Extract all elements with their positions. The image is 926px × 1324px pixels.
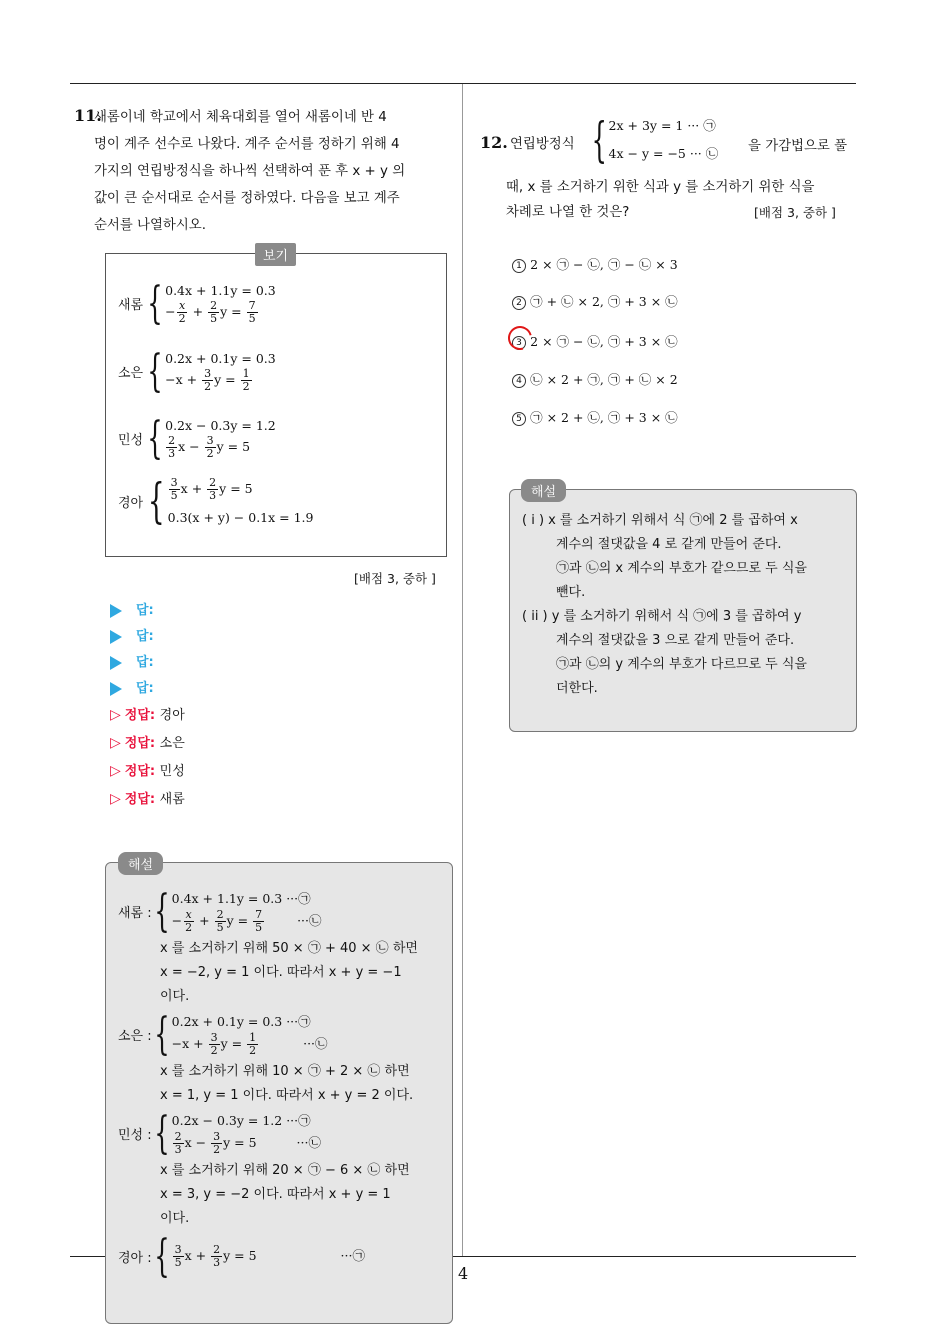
term: x − — [184, 1135, 207, 1150]
outline-triangle-icon: ▷ — [110, 735, 121, 751]
term: y = 5 — [216, 438, 251, 454]
sol-line: ㉠과 ㉡의 x 계수의 부호가 같으므로 두 식을 — [556, 561, 807, 576]
equation: 0.2x − 0.3y = 1.2 ···㉠ — [171, 1113, 311, 1128]
q12-line2: 때, x 를 소거하기 위한 식과 y 를 소거하기 위한 식을 — [506, 180, 815, 195]
fraction — [211, 1131, 222, 1156]
denominator: 5 — [248, 311, 256, 325]
label-tail: ···㉡ — [296, 1135, 321, 1150]
choice-number: 5 — [512, 412, 526, 426]
numerator: 2 — [168, 433, 176, 447]
top-rule — [70, 83, 856, 84]
choice-text: 2 × ㉠ − ㉡, ㉠ − ㉡ × 3 — [530, 257, 678, 272]
numerator: 7 — [255, 908, 263, 921]
system-name: 민성 — [118, 433, 144, 448]
outline-triangle-icon: ▷ — [110, 763, 121, 779]
play-triangle-icon — [110, 656, 122, 670]
sol-name: 민성 : — [118, 1128, 152, 1143]
column-divider — [462, 84, 463, 1256]
choice-5[interactable] — [512, 408, 678, 426]
numerator: 7 — [248, 298, 256, 312]
numerator: 2 — [216, 908, 224, 921]
system-name: 경아 — [118, 495, 144, 511]
denominator: 2 — [249, 1044, 257, 1057]
sol-line: ( ii ) y 를 소거하기 위해서 식 ㉠에 3 를 곱하여 y — [522, 609, 802, 624]
correct-answer-value: 소은 — [159, 736, 185, 751]
correct-answer-row — [110, 760, 185, 779]
label-tail: ···㉡ — [303, 1036, 328, 1051]
fraction — [177, 300, 188, 325]
denominator: 5 — [255, 921, 263, 934]
numerator: x — [185, 908, 192, 921]
numerator: 2 — [213, 1243, 221, 1256]
numerator: 3 — [170, 476, 178, 489]
choice-2[interactable] — [512, 292, 678, 310]
denominator: 3 — [174, 1143, 182, 1156]
answer-label: 답: — [136, 655, 154, 670]
denominator: 2 — [178, 311, 186, 325]
system-name: 새롬 — [118, 298, 144, 313]
operator: + — [192, 303, 204, 319]
sol-system — [118, 886, 448, 937]
equation: 0.2x − 0.3y = 1.2 — [165, 417, 276, 433]
denominator: 2 — [206, 446, 214, 460]
choice-number: 4 — [512, 374, 526, 388]
brace-icon: { — [153, 1231, 170, 1282]
denominator: 3 — [168, 446, 176, 460]
q12-solution-content — [522, 509, 852, 701]
choice-text: ㉠ × 2 + ㉡, ㉠ + 3 × ㉡ — [530, 410, 678, 425]
correct-label: 정답: — [124, 736, 156, 751]
q12-line3: 차례로 나열 한 것은? — [506, 205, 630, 220]
choice-number: 3 — [512, 336, 526, 350]
numerator: 3 — [204, 366, 212, 380]
brace-icon: { — [591, 112, 607, 168]
fraction — [202, 368, 213, 393]
term: y = — [220, 1036, 243, 1051]
brace-icon: { — [153, 886, 170, 937]
system-name: 소은 — [118, 366, 144, 381]
red-circle-mark-icon — [504, 322, 537, 355]
answer-label: 답: — [136, 629, 154, 644]
fraction — [241, 368, 252, 393]
equation — [165, 368, 276, 393]
sol-name: 새롬 : — [118, 906, 152, 921]
play-triangle-icon — [110, 682, 122, 696]
q12-number: 12. — [480, 133, 508, 152]
fraction — [247, 300, 258, 325]
q11-line: 명이 계주 선수로 나왔다. 계주 순서를 정하기 위해 4 — [94, 137, 400, 152]
equation: 4x − y = −5 ··· ㉡ — [608, 146, 719, 161]
denominator: 2 — [185, 921, 193, 934]
sol-system — [118, 1009, 448, 1060]
brace-icon: { — [147, 346, 163, 397]
q11-score: [배점 3, 중하 ] — [354, 571, 436, 586]
sol-line: x = 1, y = 1 이다. 따라서 x + y = 2 이다. — [160, 1088, 414, 1103]
numerator: 3 — [174, 1243, 182, 1256]
sol-line: x 를 소거하기 위해 20 × ㉠ − 6 × ㉡ 하면 — [160, 1163, 410, 1178]
answer-row — [110, 625, 154, 644]
denominator: 3 — [209, 489, 217, 502]
equation — [172, 1032, 328, 1057]
fraction — [207, 477, 218, 502]
fraction — [247, 1032, 258, 1057]
brace-icon: { — [153, 1009, 170, 1060]
equation — [168, 477, 314, 502]
sol-line: 계수의 절댓값을 4 로 같게 만들어 준다. — [556, 537, 782, 552]
choice-3[interactable] — [512, 332, 678, 350]
sol-line: 뺀다. — [556, 585, 586, 600]
brace-icon: { — [147, 413, 163, 464]
term: x − — [178, 438, 200, 454]
correct-answer-row — [110, 732, 185, 751]
page-number: 4 — [458, 1264, 469, 1283]
sign: − — [171, 913, 183, 928]
sol-name: 소은 : — [118, 1029, 152, 1044]
term: y = 5 — [223, 1135, 257, 1150]
fraction — [205, 435, 216, 460]
brace-icon: { — [147, 278, 163, 329]
numerator: 3 — [206, 433, 214, 447]
q12-system — [584, 112, 718, 168]
correct-label: 정답: — [124, 708, 156, 723]
q12-score: [배점 3, 중하 ] — [754, 205, 836, 220]
denominator: 5 — [170, 489, 178, 502]
fraction — [169, 477, 180, 502]
sign: − — [165, 303, 176, 319]
fraction — [211, 1244, 222, 1269]
equation: 0.2x + 0.1y = 0.3 ···㉠ — [171, 1014, 311, 1029]
correct-answer-row — [110, 788, 185, 807]
sol-line: ㉠과 ㉡의 y 계수의 부호가 다르므로 두 식을 — [556, 657, 807, 672]
fraction — [209, 1032, 220, 1057]
denominator: 2 — [204, 379, 212, 393]
bogi-title: 보기 — [255, 243, 296, 266]
choice-1[interactable] — [512, 255, 678, 273]
answer-row — [110, 677, 154, 696]
system-saerom — [118, 278, 276, 329]
equation: 0.3(x + y) − 0.1x = 1.9 — [167, 510, 314, 525]
sol-line: 더한다. — [556, 681, 598, 696]
term: y = — [220, 303, 242, 319]
brace-icon: { — [153, 1108, 170, 1159]
outline-triangle-icon: ▷ — [110, 791, 121, 807]
choice-4[interactable] — [512, 370, 678, 388]
equation: 0.2x + 0.1y = 0.3 — [165, 350, 276, 366]
fraction — [253, 909, 264, 934]
label-tail: ···㉠ — [340, 1248, 365, 1263]
correct-answer-value: 경아 — [159, 708, 185, 723]
equation — [172, 909, 322, 934]
numerator: 2 — [210, 298, 218, 312]
numerator: 1 — [249, 1031, 257, 1044]
fraction — [173, 1244, 184, 1269]
equation: 0.4x + 1.1y = 0.3 — [165, 282, 276, 298]
q11-solution-content — [118, 886, 448, 1282]
fraction — [183, 909, 194, 934]
denominator: 2 — [210, 1044, 218, 1057]
denominator: 5 — [216, 921, 224, 934]
q11-number: 11. — [74, 106, 102, 125]
answer-row — [110, 651, 154, 670]
sol-line: 계수의 절댓값을 3 으로 같게 만들어 준다. — [556, 633, 795, 648]
sol-system — [118, 1231, 448, 1282]
equation — [172, 1244, 365, 1269]
denominator: 2 — [242, 379, 250, 393]
correct-answer-value: 민성 — [159, 764, 185, 779]
fraction — [166, 435, 177, 460]
term: −x + — [165, 371, 198, 387]
system-soeun — [118, 346, 276, 397]
term: y = — [214, 371, 236, 387]
operator: + — [199, 913, 210, 928]
sol-line: x = 3, y = −2 이다. 따라서 x + y = 1 — [160, 1187, 391, 1202]
numerator: 3 — [213, 1130, 221, 1143]
brace-icon: { — [147, 473, 165, 529]
term: x + — [180, 481, 203, 496]
choice-text: 2 × ㉠ − ㉡, ㉠ + 3 × ㉡ — [530, 334, 678, 349]
q11-line: 순서를 나열하시오. — [94, 218, 206, 233]
numerator: 3 — [210, 1031, 218, 1044]
q11-line: 가지의 연립방정식을 하나씩 선택하여 푼 후 x + y 의 — [94, 164, 406, 179]
choice-number: 1 — [512, 259, 526, 273]
correct-answer-row — [110, 704, 185, 723]
numerator: 2 — [174, 1130, 182, 1143]
equation — [172, 1131, 321, 1156]
choice-number: 2 — [512, 296, 526, 310]
q11-line: 값이 큰 순서대로 순서를 정하였다. 다음을 보고 계주 — [94, 191, 400, 206]
sol-line: x 를 소거하기 위해 50 × ㉠ + 40 × ㉡ 하면 — [160, 941, 418, 956]
system-minseong — [118, 413, 276, 464]
q11-text — [94, 104, 464, 239]
term: y = — [226, 913, 249, 928]
term: y = 5 — [219, 481, 253, 496]
equation — [165, 300, 276, 325]
fraction — [215, 909, 226, 934]
equation: 0.4x + 1.1y = 0.3 ···㉠ — [171, 891, 311, 906]
outline-triangle-icon: ▷ — [110, 707, 121, 723]
term: −x + — [171, 1036, 204, 1051]
denominator: 2 — [213, 1143, 221, 1156]
play-triangle-icon — [110, 604, 122, 618]
sol-name: 경아 : — [118, 1251, 152, 1266]
play-triangle-icon — [110, 630, 122, 644]
term: y = 5 — [223, 1248, 257, 1263]
equation — [165, 435, 276, 460]
q11-line: 새롬이네 학교에서 체육대회를 열어 새롬이네 반 4 — [94, 110, 387, 125]
q12-solution-title: 해설 — [521, 479, 566, 502]
term: x + — [184, 1248, 207, 1263]
choice-text: ㉡ × 2 + ㉠, ㉠ + ㉡ × 2 — [530, 372, 678, 387]
answer-label: 답: — [136, 681, 154, 696]
sol-system — [118, 1108, 448, 1159]
sol-line: 이다. — [160, 1211, 190, 1226]
sol-line: x 를 소거하기 위해 10 × ㉠ + 2 × ㉡ 하면 — [160, 1064, 410, 1079]
fraction — [173, 1131, 184, 1156]
denominator: 3 — [213, 1256, 221, 1269]
fraction — [208, 300, 219, 325]
answer-row — [110, 599, 154, 618]
numerator: 1 — [242, 366, 250, 380]
answer-label: 답: — [136, 603, 154, 618]
sol-line: ( i ) x 를 소거하기 위해서 식 ㉠에 2 를 곱하여 x — [522, 513, 798, 528]
system-gyeonga — [118, 473, 314, 529]
numerator: x — [179, 298, 186, 312]
q11-solution-title: 해설 — [118, 852, 163, 875]
correct-label: 정답: — [124, 792, 156, 807]
sol-line: 이다. — [160, 989, 190, 1004]
denominator: 5 — [174, 1256, 182, 1269]
equation: 2x + 3y = 1 ··· ㉠ — [608, 118, 716, 133]
q12-text-pre: 연립방정식 — [510, 137, 575, 152]
numerator: 2 — [209, 476, 217, 489]
correct-answer-value: 새롬 — [159, 792, 185, 807]
correct-label: 정답: — [124, 764, 156, 779]
q12-text-post: 을 가감법으로 풀 — [748, 139, 848, 154]
label-tail: ···㉡ — [297, 913, 322, 928]
denominator: 5 — [210, 311, 218, 325]
sol-line: x = −2, y = 1 이다. 따라서 x + y = −1 — [160, 965, 402, 980]
choice-text: ㉠ + ㉡ × 2, ㉠ + 3 × ㉡ — [530, 294, 678, 309]
